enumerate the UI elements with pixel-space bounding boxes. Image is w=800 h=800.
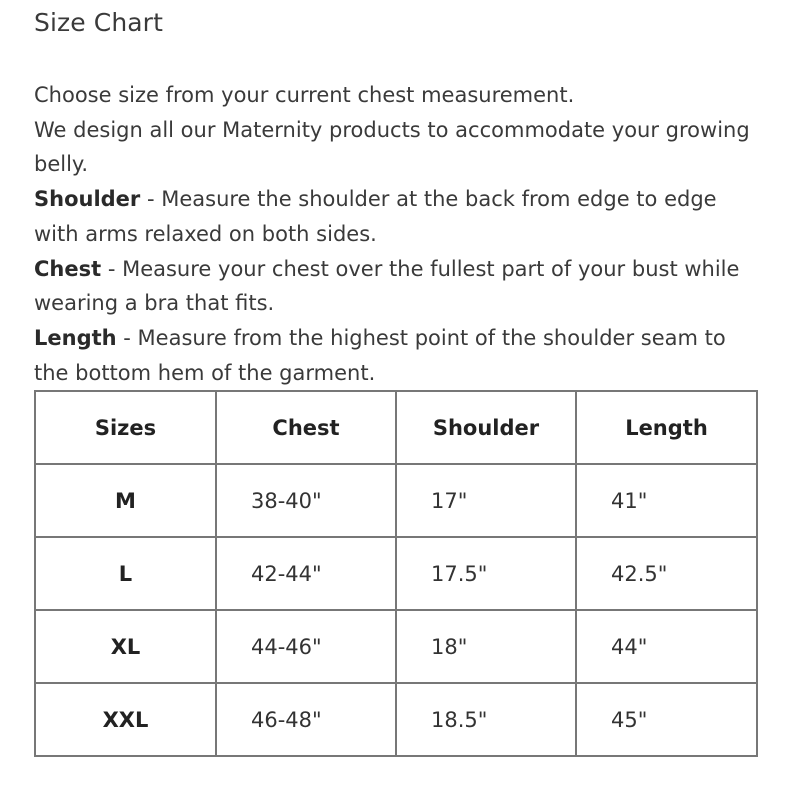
header-length: Length [576, 391, 757, 464]
size-chart-table [34, 390, 758, 757]
length-instruction [34, 321, 764, 390]
size-cell: M [35, 464, 216, 537]
chest-description: - Measure your chest over the fullest part of your bust while wearing a bra that fits. [34, 256, 740, 316]
header-shoulder: Shoulder [396, 391, 576, 464]
chest-cell: 46-48" [216, 683, 396, 756]
chest-cell: 44-46" [216, 610, 396, 683]
chest-instruction [34, 252, 764, 321]
chest-cell: 42-44" [216, 537, 396, 610]
intro-line-chest-guidance: Choose size from your current chest measurement. [34, 83, 575, 107]
length-description: - Measure from the highest point of the shoulder seam to the bottom hem of the garment. [34, 325, 726, 385]
table-header-row [35, 391, 757, 464]
header-chest: Chest [216, 391, 396, 464]
page-title: Size Chart [34, 8, 163, 37]
shoulder-term: Shoulder [34, 187, 141, 212]
shoulder-instruction [34, 182, 764, 251]
chest-cell: 38-40" [216, 464, 396, 537]
length-cell: 42.5" [576, 537, 757, 610]
table-row [35, 610, 757, 683]
size-cell: XL [35, 610, 216, 683]
intro-line-maternity: We design all our Maternity products to accommodate your growing belly. [34, 117, 750, 177]
size-cell: L [35, 537, 216, 610]
header-sizes: Sizes [35, 391, 216, 464]
length-cell: 44" [576, 610, 757, 683]
table-row [35, 537, 757, 610]
size-cell: XXL [35, 683, 216, 756]
shoulder-description: - Measure the shoulder at the back from edge to edge with arms relaxed on both sides. [34, 187, 717, 246]
length-cell: 45" [576, 683, 757, 756]
size-guide-intro [34, 78, 764, 390]
shoulder-cell: 17.5" [396, 537, 576, 610]
table-row [35, 464, 757, 537]
length-cell: 41" [576, 464, 757, 537]
shoulder-cell: 18.5" [396, 683, 576, 756]
shoulder-cell: 17" [396, 464, 576, 537]
shoulder-cell: 18" [396, 610, 576, 683]
length-term: Length [34, 325, 117, 350]
chest-term: Chest [34, 256, 102, 281]
table-row [35, 683, 757, 756]
